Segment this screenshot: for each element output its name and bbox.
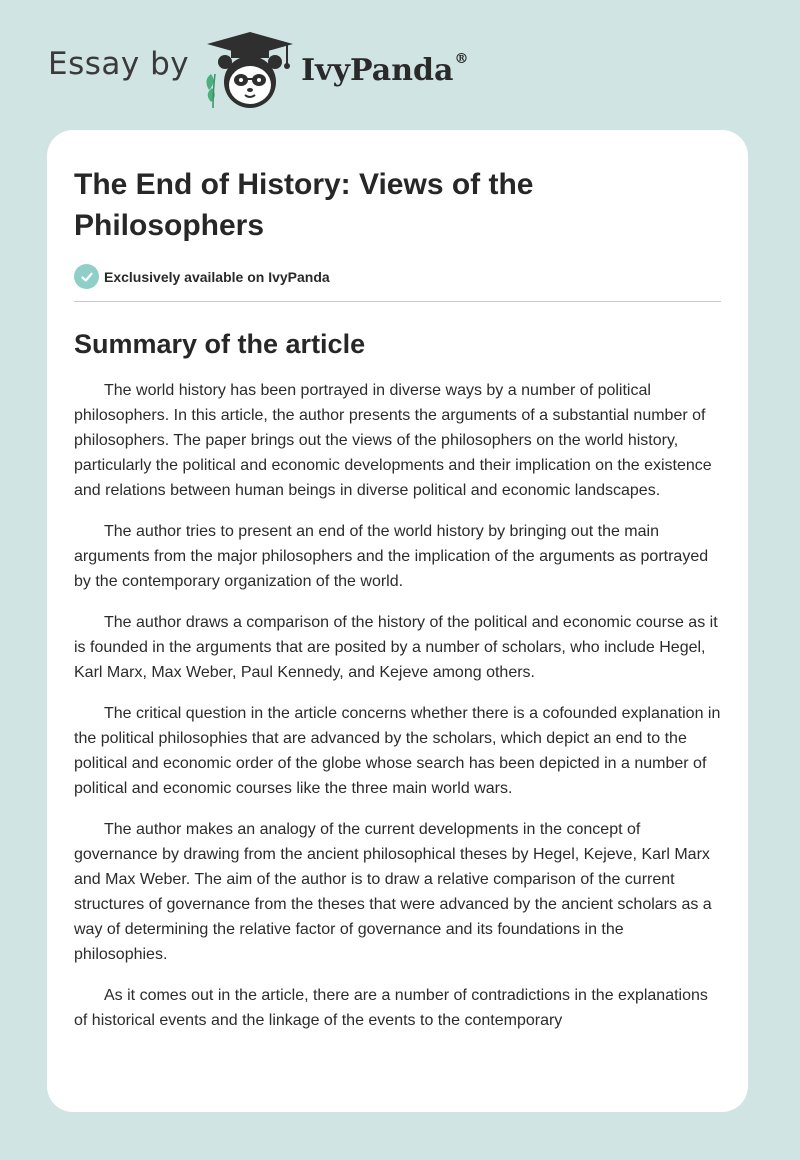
- summary-heading: Summary of the article: [74, 329, 366, 359]
- summary-paragraph: The author draws a comparison of the history of the political and economic course as it is founded in the arguments that are posited by a number of scholars, who include Hegel, Karl Marx, Max Weber, Paul Kennedy, and Kejeve among others.: [74, 614, 718, 681]
- summary-paragraph: The world history has been portrayed in diverse ways by a number of political philosophers. In this article, the author presents the arguments of a substantial number of philosophers. The paper brings out the views of the philosophers on the world history, particularly the political and economic developments and their implication on the existence and relations between human beings in diverse political and economic landscapes.: [74, 382, 712, 499]
- check-circle-icon: [74, 264, 99, 289]
- site-header: [48, 30, 468, 110]
- brand-name-text: IvyPanda: [301, 52, 454, 88]
- ivypanda-logo[interactable]: [201, 30, 468, 110]
- article-title: The End of History: Views of the Philosophers: [74, 168, 534, 242]
- summary-paragraph: The critical question in the article concerns whether there is a cofounded explanation in the political philosophies that are advanced by the scholars, which depict an end to the political and economic order of the globe whose search has been depicted in a number of political and economic courses like the three main world wars.: [74, 705, 721, 797]
- summary-paragraph: As it comes out in the article, there are a number of contradictions in the explanations of historical events and the linkage of the events to the contemporary: [74, 987, 708, 1029]
- essay-by-label: Essay by: [48, 46, 190, 82]
- brand-name: [301, 50, 469, 88]
- summary-paragraph: The author makes an analogy of the current developments in the concept of governance by drawing from the ancient philosophical theses by Hegel, Kejeve, Karl Marx and Max Weber. The aim of the author is to draw a relative comparison of the current structures of governance from the theses that were advanced by the ancient scholars as a way of determining the relative factor of governance and its foundations in the philosophies.: [74, 821, 712, 963]
- panda-graduate-icon: [201, 30, 299, 110]
- registered-mark: ®: [454, 50, 469, 67]
- article-card: [47, 130, 748, 1112]
- exclusive-banner: [74, 264, 721, 302]
- exclusive-label: Exclusively available on IvyPanda: [104, 268, 330, 285]
- summary-body: [74, 378, 721, 1033]
- summary-paragraph: The author tries to present an end of the world history by bringing out the main arguments from the major philosophers and the implication of the arguments as portrayed by the contemporary organization of the world.: [74, 523, 709, 590]
